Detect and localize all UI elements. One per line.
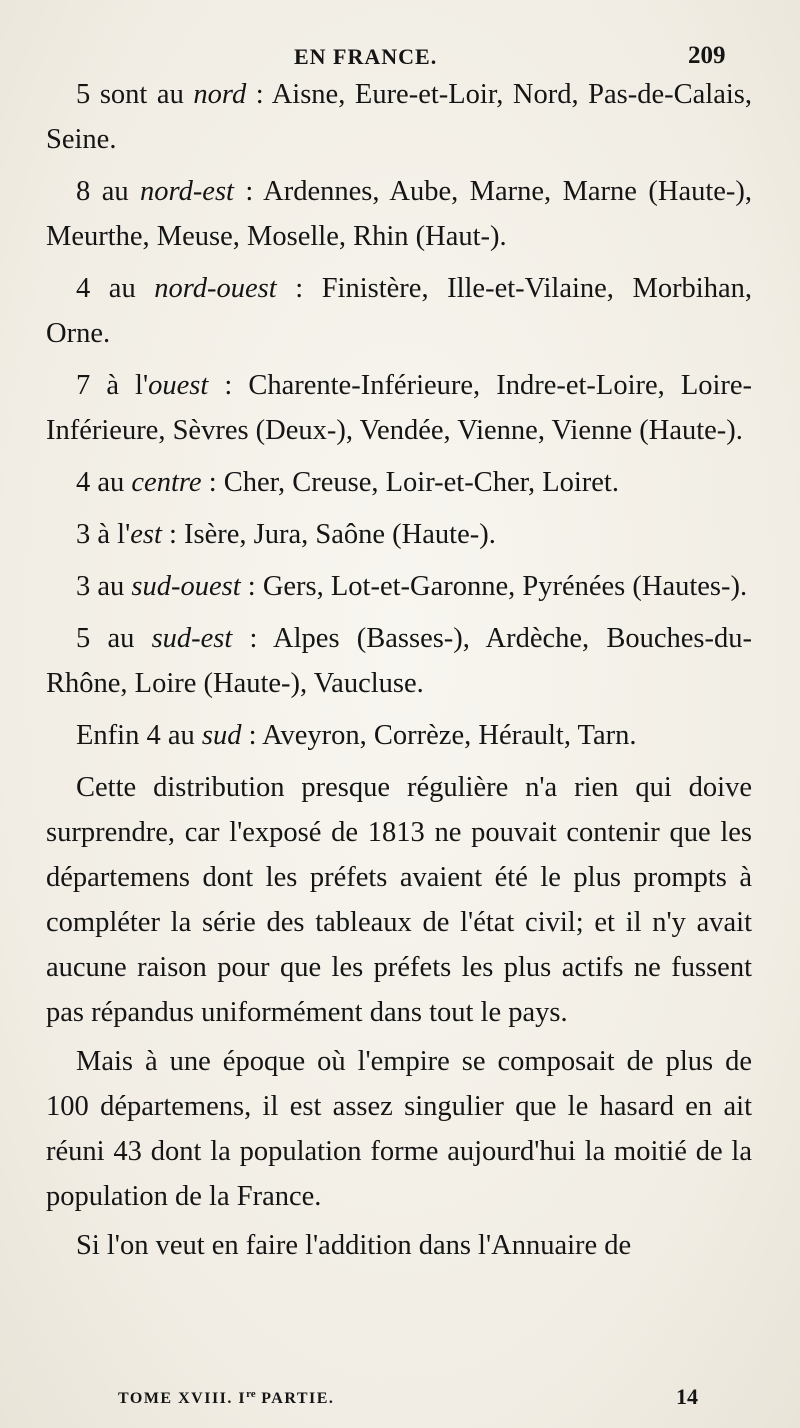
region-count: 7 <box>76 370 91 401</box>
region-count: 5 <box>76 623 91 654</box>
region-paragraph-sud-ouest <box>46 564 752 609</box>
department-list: Isère, Jura, Saône (Haute-). <box>184 519 496 550</box>
region-count: 3 <box>76 519 91 550</box>
region-count: 3 <box>76 571 91 602</box>
region-count: 4 <box>76 467 91 498</box>
region-direction: nord-est <box>140 176 234 207</box>
region-colon: : <box>241 720 263 751</box>
page-body <box>46 72 752 1272</box>
region-colon: : <box>276 273 322 304</box>
region-colon: : <box>208 370 249 401</box>
running-head <box>0 36 800 76</box>
prose-paragraph-distribution: Cette distribution presque régulière n'a rien qui doive surprendre, car l'exposé de 1813 ne pouvait contenir que les départemens dont les préfets avaient été le plus prompts à compléter la série des tableaux de l'état civil; et il n'y avait aucune raison pour que les préfets les plus actifs ne fussent pas répandus uniformément dans tout le pays. <box>46 772 752 1028</box>
region-colon: : <box>161 519 185 550</box>
department-list: Charente-Inférieure, Indre-et-Loire, Loire-Inférieure, Sèvres (Deux-), Vendée, Vienne, Vienne (Haute-). <box>46 370 753 446</box>
region-paragraph-nord-ouest <box>46 266 752 356</box>
department-list: Gers, Lot-et-Garonne, Pyrénées (Hautes-). <box>262 571 748 602</box>
region-preposition: au <box>108 273 136 304</box>
region-direction: est <box>130 519 162 550</box>
region-paragraph-sud-est <box>46 616 752 706</box>
region-paragraph-centre <box>46 460 752 505</box>
volume-label: TOME XVIII. I <box>118 1390 247 1407</box>
region-colon: : <box>232 623 274 654</box>
region-preposition: sont au <box>99 79 184 110</box>
region-direction: nord-ouest <box>154 273 277 304</box>
department-list: Aisne, Eure-et-Loir, Nord, Pas-de-Calais, Seine. <box>46 79 752 155</box>
region-direction: ouest <box>148 370 209 401</box>
running-title: EN FRANCE. <box>294 44 438 69</box>
region-colon: : <box>201 467 224 498</box>
region-count: 4 <box>76 273 91 304</box>
region-preposition: au <box>97 571 125 602</box>
region-direction: sud-est <box>151 623 233 654</box>
department-list: Alpes (Basses-), Ardèche, Bouches-du-Rhône, Loire (Haute-), Vaucluse. <box>46 623 753 699</box>
prose-paragraph-addition: Si l'on veut en faire l'addition dans l'Annuaire de <box>76 1230 632 1261</box>
region-count: 8 <box>76 176 91 207</box>
region-direction: nord <box>193 79 247 110</box>
region-preposition: au <box>167 720 195 751</box>
region-paragraph-sud <box>46 713 752 758</box>
region-direction: sud <box>201 720 242 751</box>
department-list: Aveyron, Corrèze, Hérault, Tarn. <box>262 720 637 751</box>
region-preposition: à l' <box>106 370 149 401</box>
page-number: 209 <box>688 42 726 69</box>
region-colon: : <box>233 176 264 207</box>
region-count: Enfin 4 <box>76 720 161 751</box>
department-list: Ardennes, Aube, Marne, Marne (Haute-), Meurthe, Meuse, Moselle, Rhin (Haut-). <box>46 176 753 252</box>
department-list: Finistère, Ille-et-Vilaine, Morbihan, Orne. <box>46 273 753 349</box>
part-label: PARTIE. <box>255 1390 335 1407</box>
region-count: 5 <box>76 79 91 110</box>
region-paragraph-ouest <box>46 363 752 453</box>
region-preposition: à l' <box>97 519 131 550</box>
region-preposition: au <box>97 467 125 498</box>
region-preposition: au <box>101 176 129 207</box>
gathering-signature: 14 <box>676 1384 698 1409</box>
region-paragraph-nord-est <box>46 169 752 259</box>
department-list: Cher, Creuse, Loir-et-Cher, Loiret. <box>223 467 619 498</box>
region-preposition: au <box>107 623 135 654</box>
region-paragraph-est <box>46 512 752 557</box>
region-colon: : <box>240 571 263 602</box>
volume-superscript: re <box>246 1388 256 1400</box>
region-direction: centre <box>131 467 202 498</box>
page-footer <box>0 1384 800 1418</box>
region-paragraph-nord <box>46 72 752 162</box>
region-colon: : <box>246 79 272 110</box>
region-direction: sud-ouest <box>131 571 241 602</box>
prose-paragraph-empire: Mais à une époque où l'empire se composait de plus de 100 départemens, il est assez singulier que le hasard en ait réuni 43 dont la population forme aujourd'hui la moitié de la population de la France. <box>46 1046 752 1212</box>
volume-signature <box>118 1388 334 1408</box>
